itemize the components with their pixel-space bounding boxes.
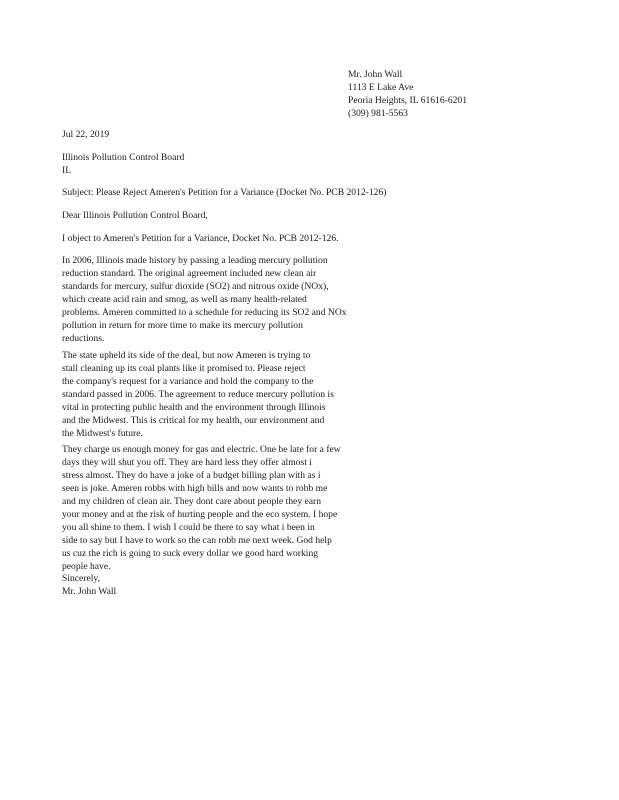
paragraph-line: the Midwest's future. [62, 428, 143, 439]
paragraph-line: which create acid rain and smog, as well as many health-related [62, 294, 307, 305]
sender-phone: (309) 981-5563 [348, 108, 408, 119]
paragraph-line: stall cleaning up its coal plants like it promised to. Please reject [62, 363, 306, 374]
paragraph-line: They charge us enough money for gas and electric. One be late for a few [62, 444, 341, 455]
paragraph-line: the company's request for a variance and hold the company to the [62, 376, 314, 387]
paragraph-line: standard passed in 2006. The agreement to reduce mercury pollution is [62, 389, 334, 400]
paragraph-line: days they will shut you off. They are hard less they offer almost i [62, 457, 312, 468]
closing: Sincerely, [62, 573, 101, 584]
recipient-state: IL [62, 165, 72, 176]
salutation: Dear Illinois Pollution Control Board, [62, 210, 208, 221]
paragraph-line: your money and at the risk of hurting people and the eco system. I hope [62, 509, 338, 520]
paragraph-line: standards for mercury, sulfur dioxide (SO2) and nitrous oxide (NOx), [62, 281, 329, 292]
sender-city: Peoria Heights, IL 61616-6201 [348, 95, 468, 106]
paragraph-line: people have. [62, 561, 111, 572]
recipient-name: Illinois Pollution Control Board [62, 152, 185, 163]
signature-name: Mr. John Wall [62, 586, 117, 597]
paragraph-line: pollution in return for more time to make its mercury pollution [62, 320, 303, 331]
paragraph-line: reductions. [62, 333, 105, 344]
paragraph-line: us cuz the rich is going to suck every dollar we good hard working [62, 548, 319, 559]
paragraph-line: stress almost. They do have a joke of a budget billing plan with as i [62, 470, 321, 481]
sender-name: Mr. John Wall [348, 69, 403, 80]
paragraph-line: vital in protecting public health and the environment through Illinois [62, 402, 326, 413]
paragraph-line: and the Midwest. This is critical for my health, our environment and [62, 415, 325, 426]
paragraph-line: reduction standard. The original agreement included new clean air [62, 268, 317, 279]
intro-line: I object to Ameren's Petition for a Variance, Docket No. PCB 2012-126. [62, 233, 339, 244]
subject-line: Subject: Please Reject Ameren's Petition for a Variance (Docket No. PCB 2012-126) [62, 187, 387, 198]
paragraph-line: seen is joke. Ameren robbs with high bills and now wants to robb me [62, 483, 328, 494]
letter-date: Jul 22, 2019 [62, 129, 110, 140]
paragraph-line: problems. Ameren committed to a schedule for reducing its SO2 and NOx [62, 307, 347, 318]
paragraph-line: The state upheld its side of the deal, but now Ameren is trying to [62, 350, 311, 361]
paragraph-line: side to say but I have to work so the can robb me next week. God help [62, 535, 332, 546]
sender-street: 1113 E Lake Ave [348, 82, 414, 93]
paragraph-line: you all shine to them. I wish I could be there to say what i been in [62, 522, 315, 533]
paragraph-line: and my children of clean air. They dont care about people they earn [62, 496, 322, 507]
paragraph-line: In 2006, Illinois made history by passing a leading mercury pollution [62, 255, 328, 266]
